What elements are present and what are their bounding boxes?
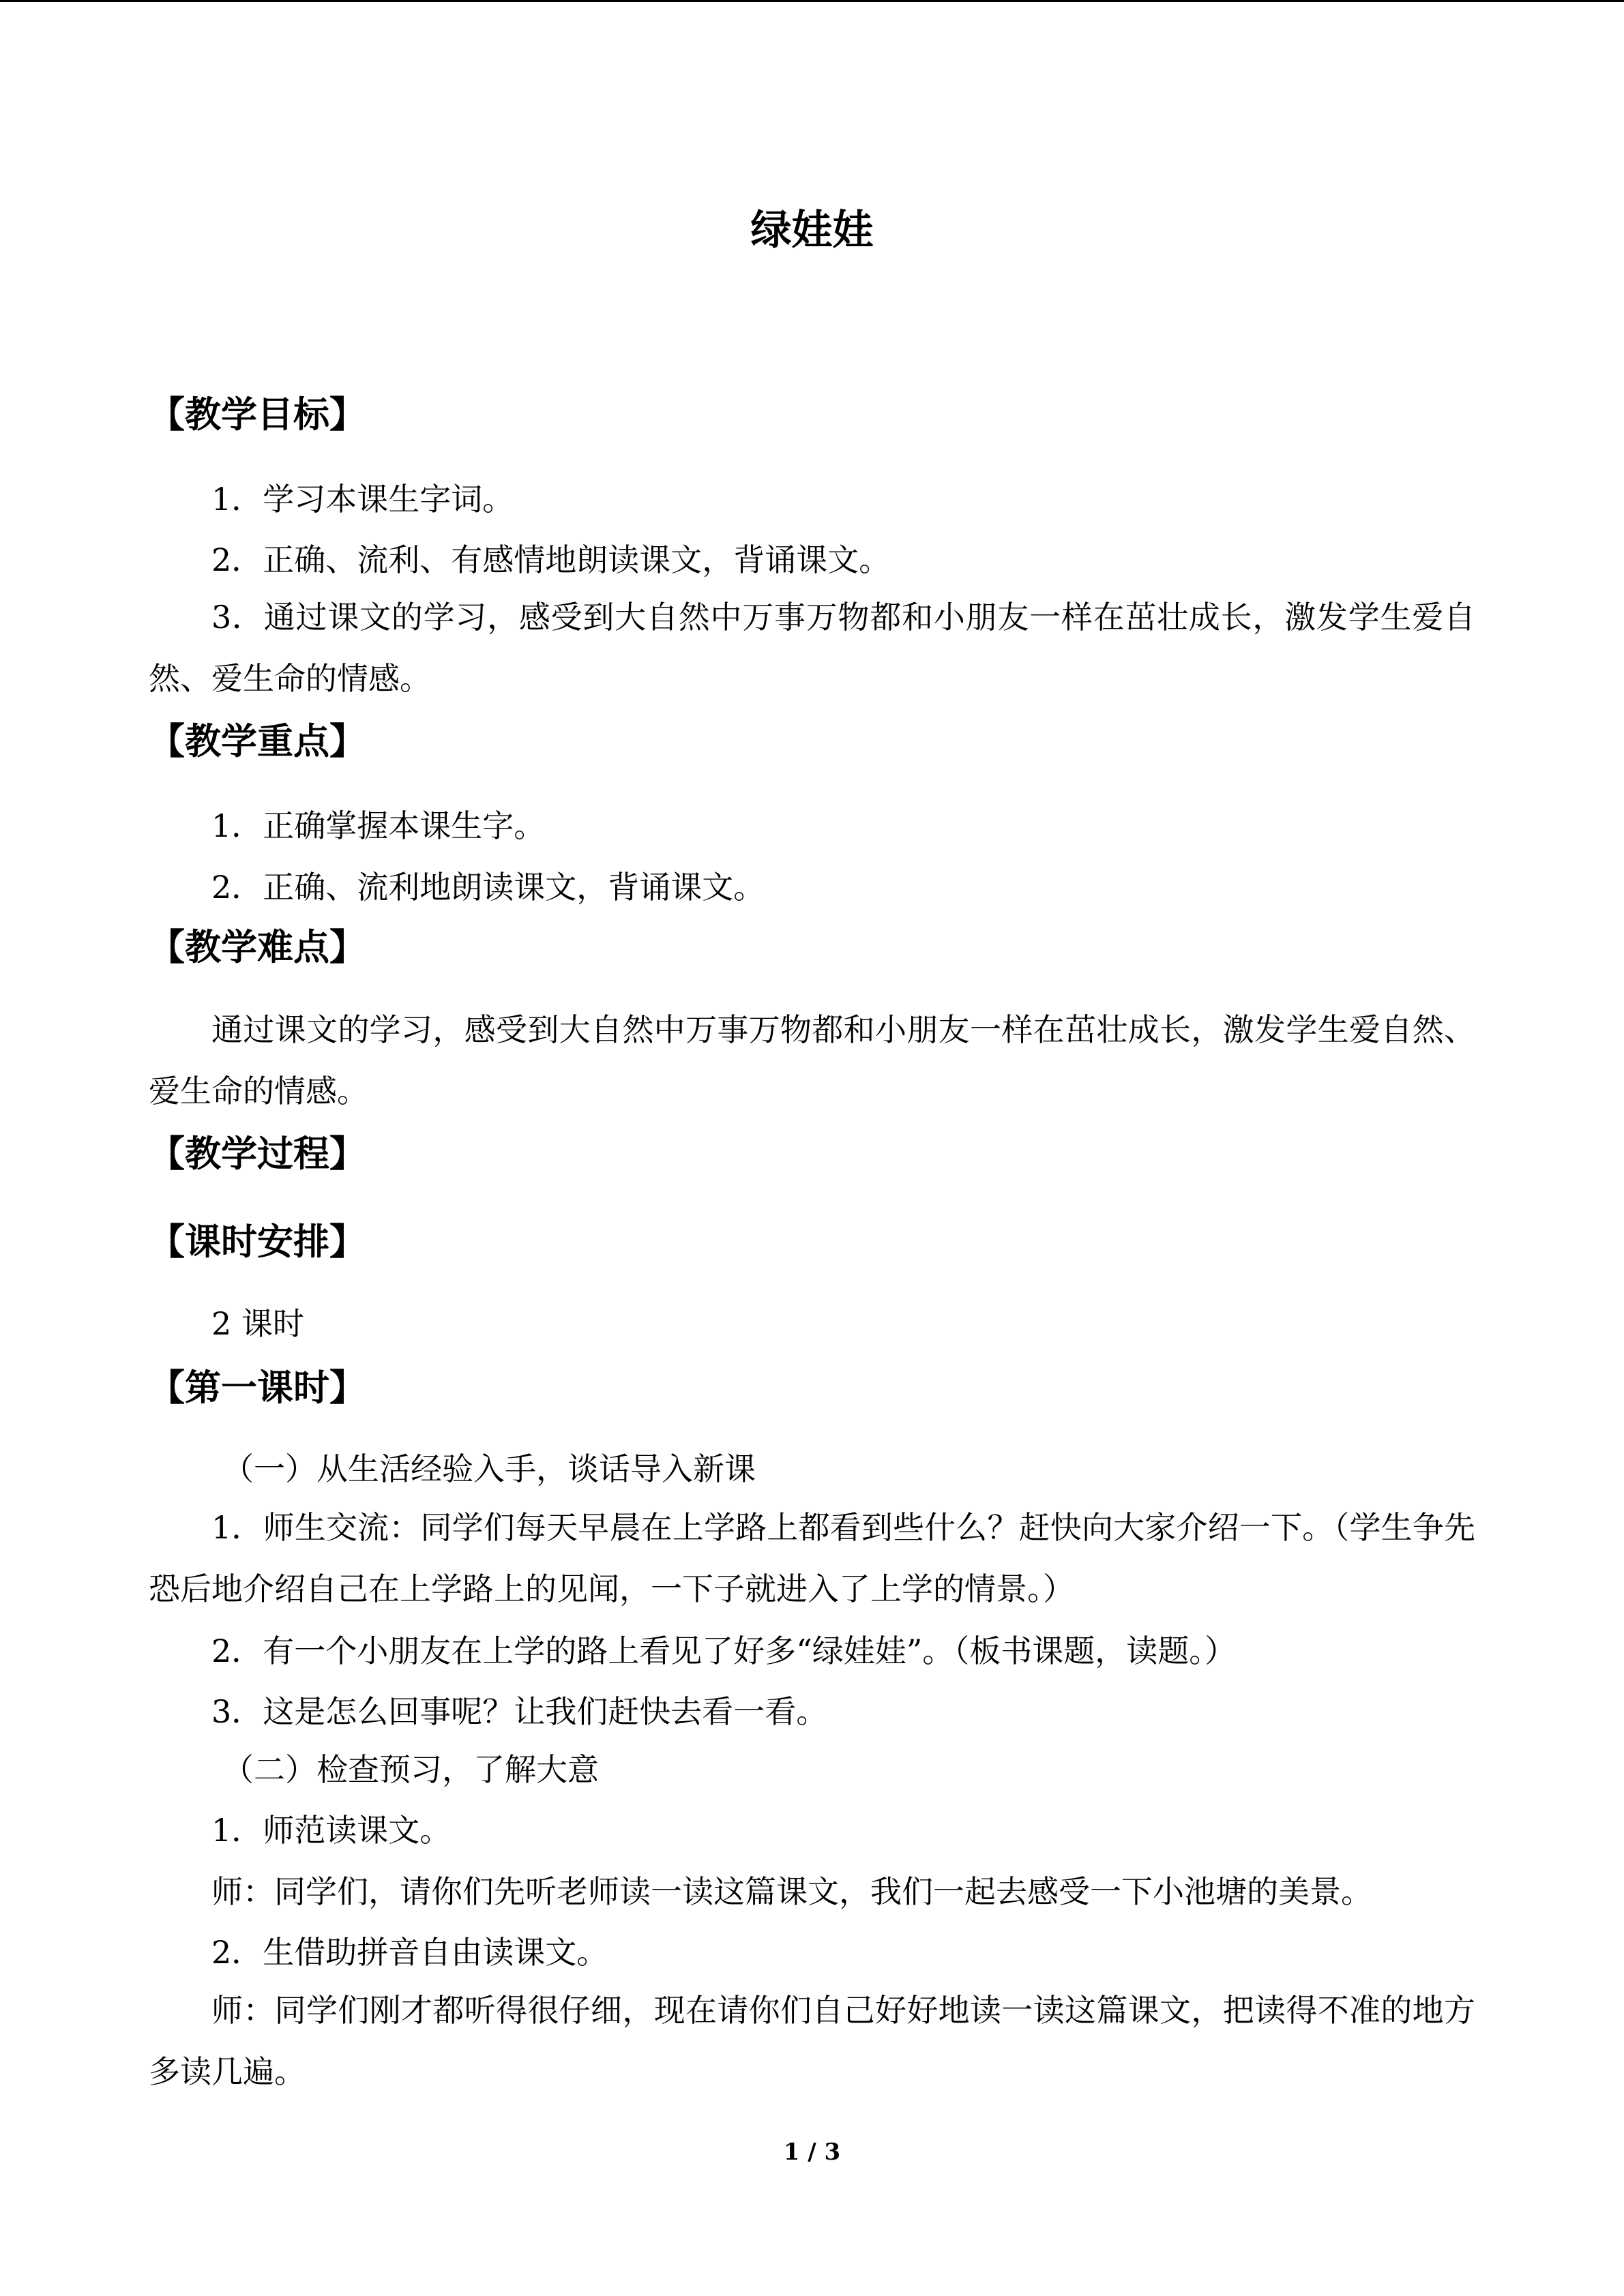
part1-title: （一）从生活经验入手，谈话导入新课 (222, 1450, 756, 1487)
part2-line-3: 2．生借助拼音自由读课文。 (211, 1934, 608, 1971)
part1-item-3: 3．这是怎么回事呢？让我们赶快去看一看。 (211, 1693, 828, 1730)
part2-line-1: 1．师范读课文。 (211, 1812, 452, 1849)
page-indicator: 1 / 3 (783, 2138, 841, 2166)
goal-item-1: 1．学习本课生字词。 (211, 481, 514, 518)
heading-key-points: 【教学重点】 (149, 720, 366, 762)
schedule-text: 2 课时 (211, 1305, 304, 1342)
key-point-item-2: 2．正确、流利地朗读课文，背诵课文。 (211, 869, 765, 906)
goal-item-2: 2．正确、流利、有感情地朗读课文，背诵课文。 (211, 541, 891, 578)
heading-first-lesson: 【第一课时】 (149, 1367, 366, 1409)
document-title: 绿娃娃 (750, 207, 874, 254)
heading-teaching-process: 【教学过程】 (149, 1133, 366, 1175)
key-point-item-1: 1．正确掌握本课生字。 (211, 807, 546, 844)
part1-item-1: 1．师生交流：同学们每天早晨在上学路上都看到些什么？赶快向大家介绍一下。（学生争先恐后地介绍自己在上学路上的见闻，一下子就进入了上学的情景。） (149, 1509, 1475, 1607)
difficulties-text: 通过课文的学习，感受到大自然中万事万物都和小朋友一样在茁壮成长，激发学生爱自然、爱生命的情感。 (149, 1011, 1475, 1109)
heading-schedule: 【课时安排】 (149, 1221, 366, 1263)
part1-item-2: 2．有一个小朋友在上学的路上看见了好多“绿娃娃”。（板书课题，读题。） (211, 1632, 1237, 1669)
goal-item-3: 3．通过课文的学习，感受到大自然中万事万物都和小朋友一样在茁壮成长，激发学生爱自然、爱生命的情感。 (149, 599, 1475, 697)
heading-teaching-goals: 【教学目标】 (149, 393, 366, 436)
part2-line-2: 师：同学们，请你们先听老师读一读这篇课文，我们一起去感受一下小池塘的美景。 (211, 1873, 1372, 1910)
heading-difficulties: 【教学难点】 (149, 926, 366, 968)
part2-line-4: 师：同学们刚才都听得很仔细，现在请你们自己好好地读一读这篇课文，把读得不准的地方多读几遍。 (149, 1992, 1475, 2090)
part2-title: （二）检查预习，了解大意 (222, 1751, 599, 1788)
